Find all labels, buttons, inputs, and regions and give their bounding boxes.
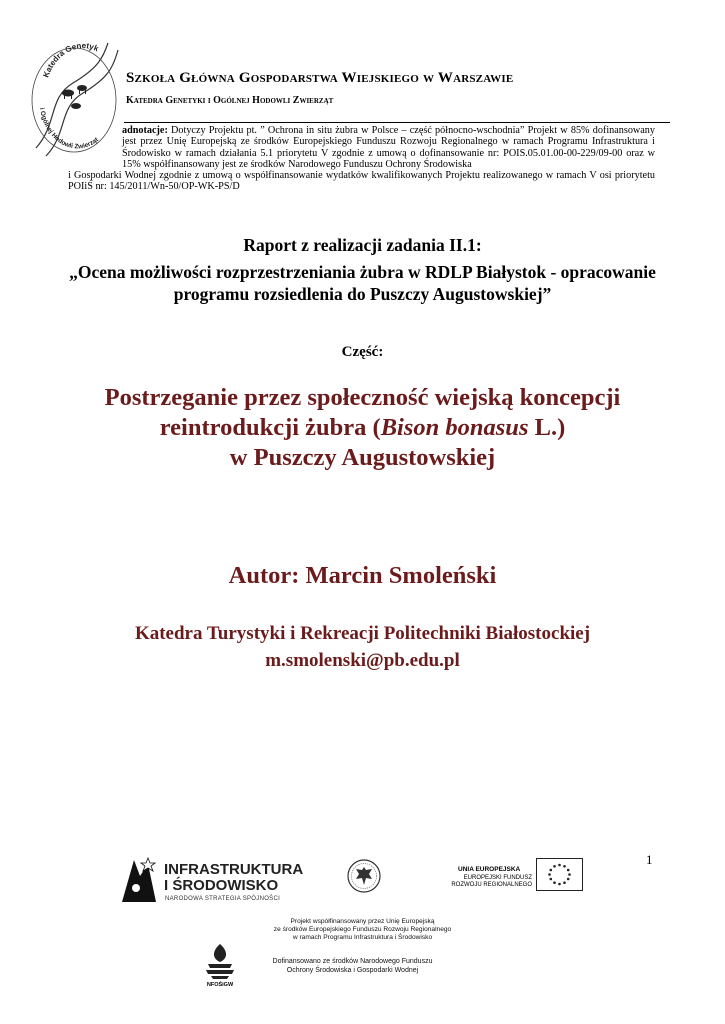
- department-name: [126, 95, 333, 106]
- nfosigw-line2: Ochrony Środowiska i Gospodarki Wodnej: [286, 967, 419, 974]
- page-number: 1: [646, 852, 653, 867]
- eu-fund-label: [446, 875, 532, 889]
- report-subtitle: „Ocena możliwości rozprzestrzeniania żubra w RDLP Białystok - opracowanie programu rozsiedlenia do Puszczy Augustowskiej”: [69, 262, 656, 304]
- eu-cofunding-note: [240, 918, 485, 942]
- nfosigw-label: NFOŚiGW: [206, 982, 234, 988]
- annotation-label: adnotacje:: [122, 125, 168, 136]
- eu-cofunding-line2: ze środków Europejskiego Funduszu Rozwoju Regionalnego: [273, 926, 452, 933]
- svg-text:i Ogólnej Hodowli Zwierząt: [38, 107, 100, 150]
- polish-eagle-emblem-icon: [346, 858, 382, 894]
- infrastructure-logo-line1: INFRASTRUKTURA: [164, 861, 304, 878]
- species-name: Bison bonasus: [380, 414, 529, 441]
- nfosigw-logo-icon: [203, 940, 237, 980]
- author-line: Autor: Marcin Smoleński: [228, 562, 497, 589]
- report-title: Raport z realizacji zadania II.1:: [243, 235, 482, 255]
- annotation-continuation: i Gospodarki Wodnej zgodnie z umową o współfinansowanie wydatków kwalifikowanych Projektu realizowanego w ramach V osi priorytetu POIiŚ nr: 145/2011/Wn-50/OP-WK-PS/D: [68, 170, 655, 193]
- eu-fund-line1: EUROPEJSKI FUNDUSZ: [463, 875, 532, 881]
- part-label: Część:: [341, 344, 384, 360]
- eu-cofunding-line1: Projekt współfinansowany przez Unię Europejską: [290, 918, 435, 925]
- eu-cofunding-line3: w ramach Programu Infrastruktura i Środowisko: [292, 934, 433, 941]
- nfosigw-cofunding-note: [260, 957, 445, 975]
- infrastructure-logo-icon: [118, 854, 160, 906]
- university-name-text: Szkoła Główna Gospodarstwa Wiejskiego w Warszawie: [126, 70, 514, 86]
- eu-fund-line2: ROZWOJU REGIONALNEGO: [451, 882, 532, 888]
- eu-label: UNIA EUROPEJSKA: [458, 866, 521, 873]
- author-affiliation: Katedra Turystyki i Rekreacji Politechniki Białostockiej: [134, 623, 591, 644]
- affiliation-block: [0, 620, 725, 674]
- department-logo: [28, 38, 120, 160]
- infrastructure-logo-subtitle: NARODOWA STRATEGIA SPÓJNOŚCI: [165, 896, 281, 902]
- main-title-part3: w Puszczy Augustowskiej: [229, 444, 496, 471]
- annotation-paragraph: [122, 125, 655, 170]
- header-divider: [124, 122, 670, 123]
- main-title: [40, 383, 685, 473]
- author-email[interactable]: m.smolenski@pb.edu.pl: [265, 650, 460, 671]
- logo-text-top: Katedra Genetyk: [41, 41, 100, 79]
- main-title-part2: L.): [528, 414, 566, 441]
- university-name: [126, 70, 513, 87]
- eu-flag-icon: [536, 858, 583, 891]
- nfosigw-line1: Dofinansowano ze środków Narodowego Funduszu: [272, 958, 433, 965]
- annotation-text: Dotyczy Projektu pt. ” Ochrona in situ żubra w Polsce – część północno-wschodnia” Projekt w 85% dofinansowany jest przez Unię Europejską ze środków Europejskiego Funduszu Rozwoju Regionalnego w ramach Programu Infrastruktura i Środowisko w ramach działania 5.1 priorytetu V zgodnie z umową o dofinansowanie nr: POIS.05.01.00-00-229/09-00 oraz w 15% współfinansowany jest ze środków Narodowego Funduszu Ochrony Środowiska: [122, 125, 655, 170]
- logo-text-bottom: i Ogólnej Hodowli Zwierząt: [38, 107, 100, 151]
- main-title-part1: Postrzeganie przez społeczność wiejską koncepcji reintrodukcji żubra (: [104, 384, 621, 441]
- svg-text:Katedra Genetyki: [28, 38, 100, 79]
- department-name-text: Katedra Genetyki i Ogólnej Hodowli Zwierząt: [126, 95, 334, 106]
- infrastructure-logo-line2: I ŚRODOWISKO: [164, 877, 279, 894]
